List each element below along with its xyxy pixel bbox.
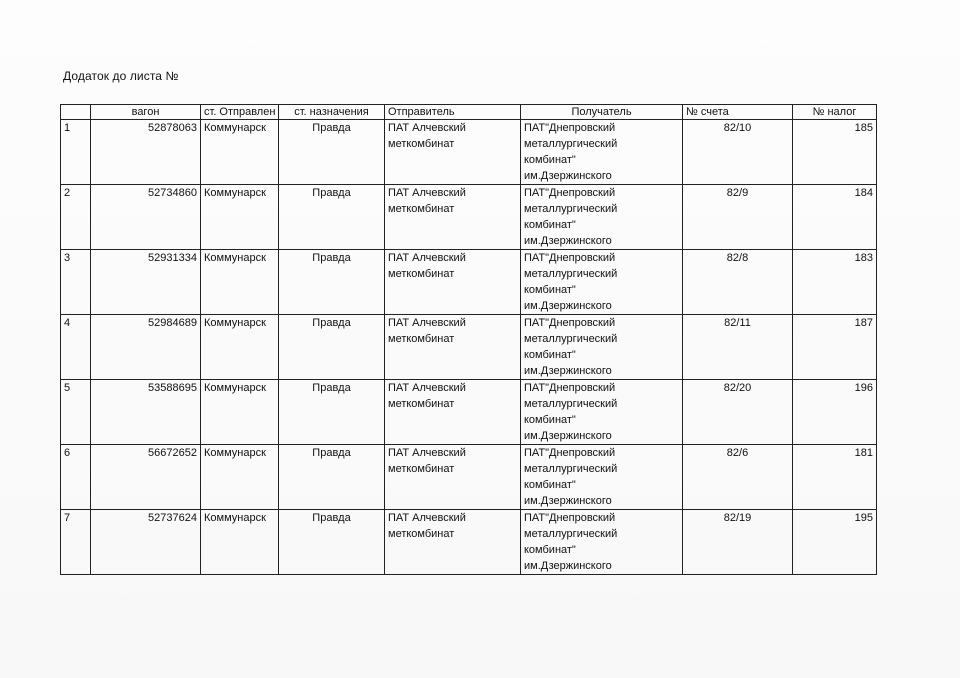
cell-wagon: 52878063	[91, 120, 201, 185]
cell-destination: Правда	[279, 315, 385, 380]
sender-line: меткомбинат	[388, 138, 455, 150]
cell-number: 7	[61, 510, 91, 575]
cell-receiver	[521, 380, 683, 445]
column-header-tax: № налог	[793, 105, 877, 120]
cell-receiver	[521, 445, 683, 510]
column-header-wagon: вагон	[91, 105, 201, 120]
table-header-row	[61, 105, 877, 120]
receiver-line: им.Дзержинского	[524, 170, 612, 182]
cell-wagon: 52984689	[91, 315, 201, 380]
cell-number: 1	[61, 120, 91, 185]
receiver-line: металлургический	[524, 528, 618, 540]
cell-account: 82/10	[683, 120, 793, 185]
sender-line: ПАТ Алчевский	[388, 382, 466, 394]
cell-account: 82/11	[683, 315, 793, 380]
receiver-line: металлургический	[524, 463, 618, 475]
table-row	[61, 445, 877, 510]
receiver-line: им.Дзержинского	[524, 430, 612, 442]
cell-sender	[385, 185, 521, 250]
cell-account: 82/8	[683, 250, 793, 315]
receiver-line: ПАТ"Днепровский	[524, 187, 616, 199]
column-header-number	[61, 105, 91, 120]
cell-departure: Коммунарск	[201, 120, 279, 185]
receiver-line: им.Дзержинского	[524, 495, 612, 507]
cell-receiver	[521, 120, 683, 185]
receiver-line: комбинат"	[524, 219, 576, 231]
sender-line: ПАТ Алчевский	[388, 122, 466, 134]
sender-line: меткомбинат	[388, 333, 455, 345]
cell-departure: Коммунарск	[201, 250, 279, 315]
receiver-line: им.Дзержинского	[524, 365, 612, 377]
column-header-sender: Отправитель	[385, 105, 521, 120]
receiver-line: комбинат"	[524, 414, 576, 426]
cell-receiver	[521, 250, 683, 315]
table-row	[61, 120, 877, 185]
cell-sender	[385, 120, 521, 185]
receiver-line: металлургический	[524, 203, 618, 215]
cell-departure: Коммунарск	[201, 510, 279, 575]
cell-wagon: 52734860	[91, 185, 201, 250]
cell-wagon: 52737624	[91, 510, 201, 575]
cell-tax: 181	[793, 445, 877, 510]
receiver-line: металлургический	[524, 398, 618, 410]
cell-sender	[385, 380, 521, 445]
document-heading: Додаток до листа №	[63, 69, 179, 83]
receiver-line: ПАТ"Днепровский	[524, 382, 616, 394]
cell-destination: Правда	[279, 380, 385, 445]
sender-line: меткомбинат	[388, 398, 455, 410]
cell-tax: 195	[793, 510, 877, 575]
wagon-table	[60, 104, 877, 575]
cell-tax: 196	[793, 380, 877, 445]
cell-wagon: 53588695	[91, 380, 201, 445]
receiver-line: ПАТ"Днепровский	[524, 252, 616, 264]
cell-account: 82/19	[683, 510, 793, 575]
cell-sender	[385, 315, 521, 380]
column-header-destination: ст. назначения	[279, 105, 385, 120]
cell-wagon: 56672652	[91, 445, 201, 510]
receiver-line: им.Дзержинского	[524, 560, 612, 572]
sender-line: ПАТ Алчевский	[388, 512, 466, 524]
cell-number: 2	[61, 185, 91, 250]
cell-tax: 184	[793, 185, 877, 250]
receiver-line: металлургический	[524, 268, 618, 280]
receiver-line: ПАТ"Днепровский	[524, 122, 616, 134]
receiver-line: комбинат"	[524, 479, 576, 491]
sender-line: меткомбинат	[388, 463, 455, 475]
sender-line: меткомбинат	[388, 268, 455, 280]
cell-receiver	[521, 315, 683, 380]
cell-account: 82/6	[683, 445, 793, 510]
receiver-line: им.Дзержинского	[524, 235, 612, 247]
receiver-line: ПАТ"Днепровский	[524, 447, 616, 459]
cell-account: 82/9	[683, 185, 793, 250]
table-row	[61, 380, 877, 445]
cell-departure: Коммунарск	[201, 185, 279, 250]
sender-line: ПАТ Алчевский	[388, 187, 466, 199]
column-header-receiver: Получатель	[521, 105, 683, 120]
cell-tax: 183	[793, 250, 877, 315]
receiver-line: комбинат"	[524, 349, 576, 361]
column-header-account: № счета	[683, 105, 793, 120]
cell-departure: Коммунарск	[201, 315, 279, 380]
cell-tax: 187	[793, 315, 877, 380]
table-row	[61, 315, 877, 380]
cell-sender	[385, 250, 521, 315]
receiver-line: комбинат"	[524, 154, 576, 166]
cell-account: 82/20	[683, 380, 793, 445]
cell-departure: Коммунарск	[201, 380, 279, 445]
cell-sender	[385, 510, 521, 575]
receiver-line: комбинат"	[524, 544, 576, 556]
sender-line: меткомбинат	[388, 528, 455, 540]
table-row	[61, 510, 877, 575]
cell-destination: Правда	[279, 250, 385, 315]
sender-line: ПАТ Алчевский	[388, 447, 466, 459]
receiver-line: им.Дзержинского	[524, 300, 612, 312]
cell-destination: Правда	[279, 445, 385, 510]
cell-tax: 185	[793, 120, 877, 185]
cell-number: 5	[61, 380, 91, 445]
sender-line: меткомбинат	[388, 203, 455, 215]
sender-line: ПАТ Алчевский	[388, 317, 466, 329]
receiver-line: металлургический	[524, 333, 618, 345]
cell-destination: Правда	[279, 185, 385, 250]
column-header-departure: ст. Отправлен	[201, 105, 279, 120]
receiver-line: ПАТ"Днепровский	[524, 512, 616, 524]
receiver-line: комбинат"	[524, 284, 576, 296]
cell-receiver	[521, 510, 683, 575]
cell-destination: Правда	[279, 510, 385, 575]
table-row	[61, 250, 877, 315]
table-row	[61, 185, 877, 250]
cell-departure: Коммунарск	[201, 445, 279, 510]
cell-number: 6	[61, 445, 91, 510]
cell-destination: Правда	[279, 120, 385, 185]
cell-receiver	[521, 185, 683, 250]
cell-wagon: 52931334	[91, 250, 201, 315]
sender-line: ПАТ Алчевский	[388, 252, 466, 264]
receiver-line: ПАТ"Днепровский	[524, 317, 616, 329]
cell-number: 3	[61, 250, 91, 315]
receiver-line: металлургический	[524, 138, 618, 150]
cell-sender	[385, 445, 521, 510]
cell-number: 4	[61, 315, 91, 380]
